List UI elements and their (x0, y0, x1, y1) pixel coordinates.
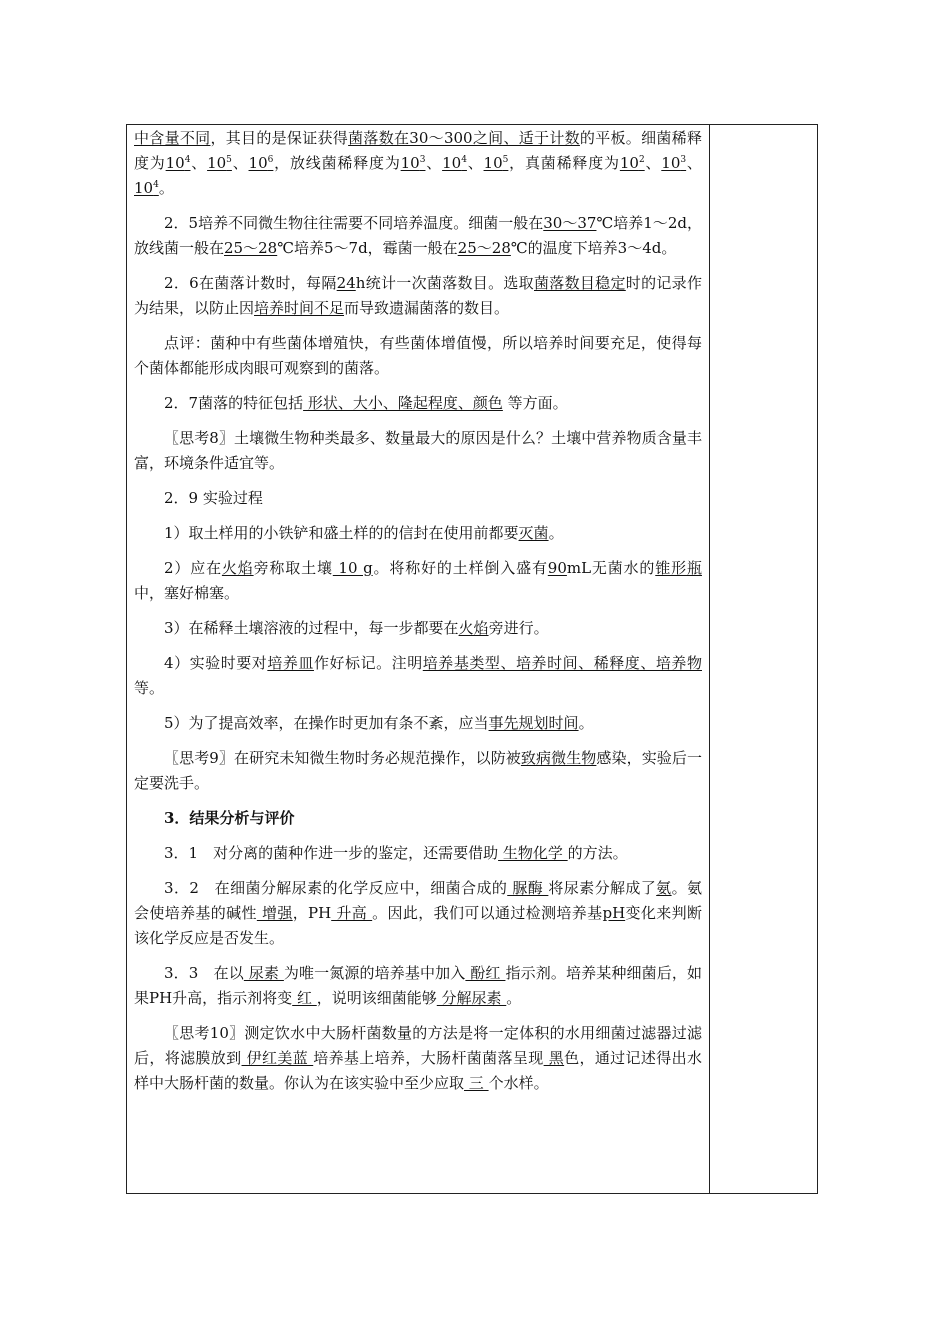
paragraph-3-2: 3．2 在细菌分解尿素的化学反应中，细菌合成的 脲酶 将尿素分解成了氨。氨会使培养基的碱性 增强，PH 升高 。因此，我们可以通过检测培养基pH变化来判断该化学反应是否发生。 (134, 879, 702, 947)
paragraph-2-9-heading: 2．9 实验过程 (164, 489, 263, 507)
paragraph-think-8: 〖思考8〗土壤微生物种类最多、数量最大的原因是什么？土壤中营养物质含量丰富，环境条件适宜等。 (134, 429, 702, 472)
paragraph-2-5: 2．5培养不同微生物往往需要不同培养温度。细菌一般在30～37℃培养1～2d，放线菌一般在25～28℃培养5～7d，霉菌一般在25～28℃的温度下培养3～4d。 (134, 214, 702, 257)
paragraph-2-6: 2．6在菌落计数时，每隔24h统计一次菌落数目。选取菌落数目稳定时的记录作为结果，以防止因培养时间不足而导致遗漏菌落的数目。 (134, 274, 702, 317)
paragraph-3-1: 3．1 对分离的菌种作进一步的鉴定，还需要借助 生物化学 的方法。 (164, 844, 628, 862)
paragraph-2-7: 2．7菌落的特征包括 形状、大小、隆起程度、颜色 等方面。 (164, 394, 568, 412)
step-3: 3）在稀释土壤溶液的过程中，每一步都要在火焰旁进行。 (164, 619, 549, 637)
step-2: 2）应在火焰旁称取土壤 10 g。将称好的土样倒入盛有90mL无菌水的锥形瓶中，塞好棉塞。 (134, 559, 702, 602)
table-column-divider (709, 124, 710, 1194)
paragraph-think-9: 〖思考9〗在研究未知微生物时务必规范操作，以防被致病微生物感染，实验后一定要洗手。 (134, 749, 702, 792)
paragraph-think-10: 〖思考10〗测定饮水中大肠杆菌数量的方法是将一定体积的水用细菌过滤器过滤后，将滤膜放到 伊红美蓝 培养基上培养，大肠杆菌菌落呈现 黑色，通过记述得出水样中大肠杆菌的数量。你认为在该实验中至少应取 三 个水样。 (134, 1024, 702, 1092)
step-4: 4）实验时要对培养皿作好标记。注明培养基类型、培养时间、稀释度、培养物等。 (134, 654, 702, 697)
section-heading-3: 3．结果分析与评价 (164, 809, 295, 827)
paragraph-dilution: 中含量不同，其目的是保证获得菌落数在30～300之间、适于计数的平板。细菌稀释度为$10^4$、$10^5$、$10^6$，放线菌稀释度为$10^3$、$10^4$、$10^5$，真菌稀释度为$10^2$、$10^3$、$10^4$。 (134, 129, 702, 197)
paragraph-3-3: 3．3 在以 尿素 为唯一氮源的培养基中加入 酚红 指示剂。培养某种细菌后，如果PH升高，指示剂将变 红 ，说明该细菌能够 分解尿素 。 (134, 964, 702, 1007)
step-5: 5）为了提高效率，在操作时更加有条不紊，应当事先规划时间。 (164, 714, 594, 732)
step-1: 1）取土样用的小铁铲和盛土样的的信封在使用前都要灭菌。 (164, 524, 564, 542)
paragraph-comment: 点评：菌种中有些菌体增殖快，有些菌体增值慢，所以培养时间要充足，使得每个菌体都能形成肉眼可观察到的菌落。 (134, 334, 702, 377)
document-body (134, 126, 702, 1106)
